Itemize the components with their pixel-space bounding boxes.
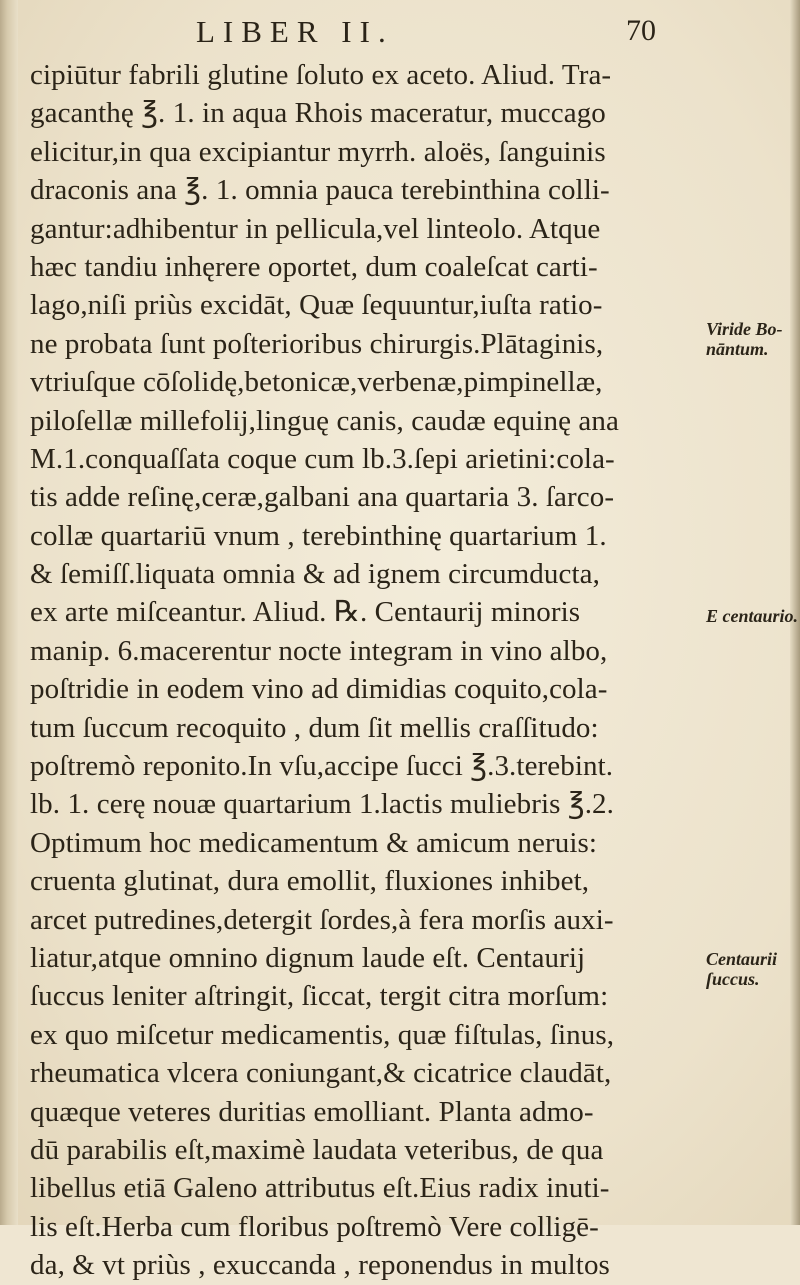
margin-note-line: nāntum. — [706, 339, 769, 359]
text-line: arcet putredines,detergit ſordes,à fera morſis auxi- — [30, 903, 614, 936]
text-line: lis eſt.Herba cum floribus poſtremò Vere colligē- — [30, 1210, 599, 1243]
text-line: da, & vt priùs , exuccanda , reponendus in multos — [30, 1249, 610, 1282]
text-line: dū parabilis eſt,maximè laudata veteribus, de qua — [30, 1133, 604, 1166]
text-line: liatur,atque omnino dignum laude eſt. Centaurij — [30, 941, 586, 974]
text-line: & ſemiſſ.liquata omnia & ad ignem circumducta, — [30, 558, 600, 591]
margin-note-centaurio — [706, 606, 798, 626]
text-line: rheumatica vlcera coniungant,& cicatrice claudāt, — [30, 1057, 612, 1090]
text-line: ex arte miſceantur. Aliud. ℞. Centaurij minoris — [30, 596, 581, 629]
body-text — [30, 56, 700, 1285]
running-head-title: LIBER II. — [196, 14, 394, 49]
text-line: lb. 1. cerę nouæ quartarium 1.lactis muliebris ℥.2. — [30, 788, 614, 821]
text-line: gantur:adhibentur in pellicula,vel linteolo. Atque — [30, 212, 601, 245]
text-line: lago,niſi priùs excidāt, Quæ ſequuntur,iuſta ratio- — [30, 289, 603, 322]
text-line: ſuccus leniter aſtringit, ſiccat, tergit citra morſum: — [30, 980, 609, 1013]
margin-note-line: E centaurio. — [706, 606, 799, 626]
text-line: ex quo miſcetur medicamentis, quæ fiſtulas, ſinus, — [30, 1018, 615, 1051]
text-line: vtriuſque cōſolidę,betonicæ,verbenæ,pimpinellæ, — [30, 366, 603, 399]
text-line: collæ quartariū vnum , terebinthinę quartarium 1. — [30, 519, 607, 552]
text-line: cruenta glutinat, dura emollit, fluxiones inhibet, — [30, 865, 590, 898]
text-line: poſtridie in eodem vino ad dimidias coquito,cola- — [30, 673, 608, 706]
margin-note-line: ſuccus. — [706, 969, 760, 989]
text-line: quæque veteres duritias emolliant. Planta admo- — [30, 1095, 594, 1128]
margin-note-viride — [706, 319, 783, 359]
text-line: elicitur,in qua excipiantur myrrh. aloës, ſanguinis — [30, 135, 606, 168]
text-line: poſtremò reponito.In vſu,accipe ſucci ℥.3.terebint. — [30, 750, 614, 783]
text-line: tis adde reſinę,ceræ,galbani ana quartaria 3. ſarco- — [30, 481, 615, 514]
page-gutter — [0, 0, 18, 1225]
margin-note-line: Centaurii — [706, 949, 778, 969]
margin-note-line: Viride Bo- — [706, 319, 783, 339]
text-line: gacanthę ℥. 1. in aqua Rhois maceratur, muccago — [30, 97, 606, 130]
text-line: cipiūtur fabrili glutine ſoluto ex aceto. Aliud. Tra- — [30, 59, 612, 91]
margin-note-centaurii-succus — [706, 949, 777, 989]
text-line: libellus etiā Galeno attributus eſt.Eius radix inuti- — [30, 1172, 610, 1205]
text-line: M.1.conquaſſata coque cum lb.3.ſepi arietini:cola- — [30, 442, 615, 475]
page-number: 70 — [626, 14, 656, 47]
text-line: manip. 6.macerentur nocte integram in vino albo, — [30, 634, 608, 667]
text-line: hæc tandiu inhęrere oportet, dum coaleſcat carti- — [30, 250, 598, 283]
text-line: tum ſuccum recoquito , dum ſit mellis craſſitudo: — [30, 711, 599, 744]
text-line: piloſellæ millefolij,linguę canis, caudæ equinę ana — [30, 404, 619, 437]
running-head — [196, 14, 656, 58]
text-line: Optimum hoc medicamentum & amicum neruis: — [30, 826, 598, 859]
text-line: draconis ana ℥. 1. omnia pauca terebinthina colli- — [30, 174, 610, 207]
text-line: ne probata ſunt poſterioribus chirurgis.Plātaginis, — [30, 327, 604, 360]
